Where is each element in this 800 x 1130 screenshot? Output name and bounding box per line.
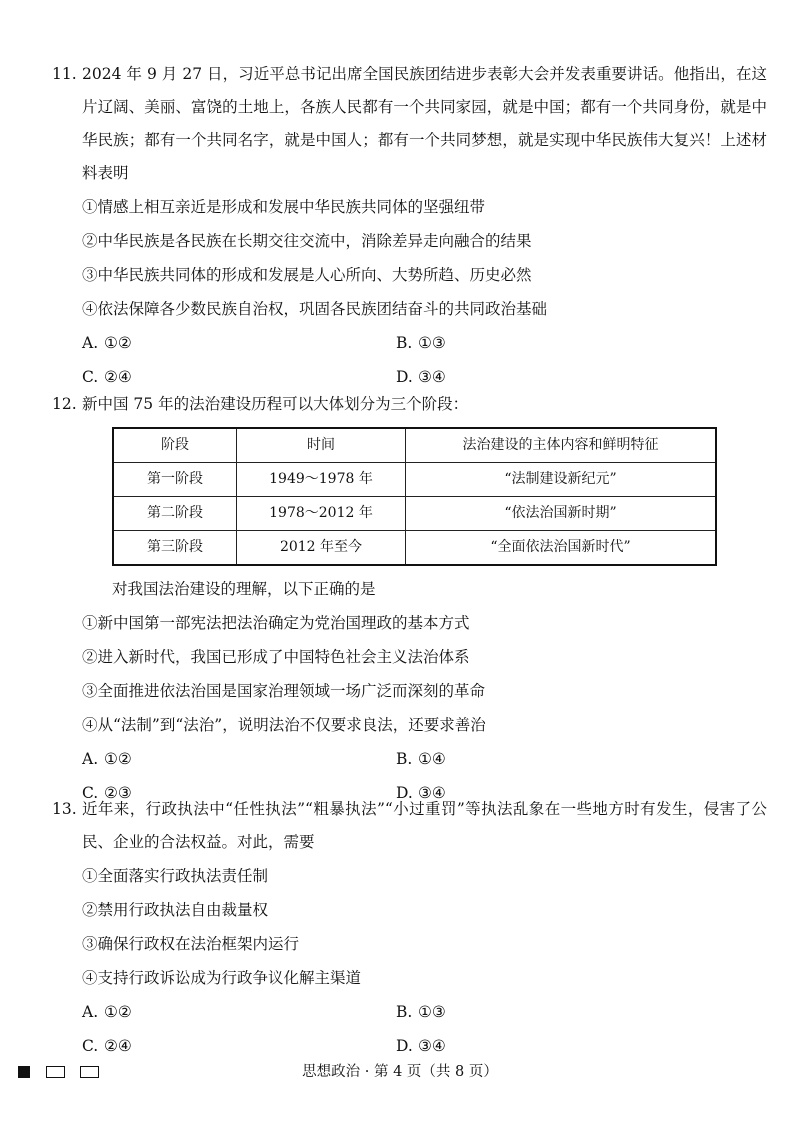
statement-2: ②禁用行政执法自由裁量权 xyxy=(82,901,269,919)
table-header-row xyxy=(113,428,716,463)
statement-1: ①情感上相互亲近是形成和发展中华民族共同体的坚强纽带 xyxy=(82,198,486,216)
page-number: 思想政治 · 第 4 页（共 8 页） xyxy=(302,1064,498,1080)
choice-b[interactable]: B. ①④ xyxy=(396,750,446,768)
question-stem: 新中国 75 年的法治建设历程可以大体划分为三个阶段： xyxy=(82,395,469,413)
choice-b[interactable]: B. ①③ xyxy=(396,1003,446,1021)
table-row xyxy=(113,497,716,531)
question-number: 11. xyxy=(52,65,77,83)
question-13 xyxy=(52,793,767,1063)
statement-4: ④从“法制”到“法治”，说明法治不仅要求良法，还要求善治 xyxy=(82,716,486,734)
table-cell: 1978～2012 年 xyxy=(237,497,406,531)
question-stem: 近年来，行政执法中“任性执法”“粗暴执法”“小过重罚”等执法乱象在一些地方时有发生，侵害了公民、企业的合法权益。对此，需要 xyxy=(82,800,767,851)
choice-c[interactable]: C. ②③ xyxy=(82,784,132,802)
page-footer xyxy=(0,1058,800,1088)
table-cell: “依法治国新时期” xyxy=(406,497,717,531)
statement-3: ③确保行政权在法治框架内运行 xyxy=(82,935,300,953)
table-cell: “法制建设新纪元” xyxy=(406,463,717,497)
table-header: 阶段 xyxy=(113,428,237,463)
choice-d[interactable]: D. ③④ xyxy=(396,368,446,386)
question-prompt: 对我国法治建设的理解，以下正确的是 xyxy=(112,580,376,598)
choice-a[interactable]: A. ①② xyxy=(82,1003,132,1021)
table-cell: 第一阶段 xyxy=(113,463,237,497)
question-number: 12. xyxy=(52,395,77,413)
choice-d[interactable]: D. ③④ xyxy=(396,1037,446,1055)
answer-choices xyxy=(82,995,767,1063)
choice-c[interactable]: C. ②④ xyxy=(82,1037,132,1055)
table-cell: 第二阶段 xyxy=(113,497,237,531)
choice-c[interactable]: C. ②④ xyxy=(82,368,132,386)
question-number: 13. xyxy=(52,800,77,818)
statement-4: ④依法保障各少数民族自治权，巩固各民族团结奋斗的共同政治基础 xyxy=(82,300,548,318)
choice-a[interactable]: A. ①② xyxy=(82,750,132,768)
statement-3: ③中华民族共同体的形成和发展是人心所向、大势所趋、历史必然 xyxy=(82,266,532,284)
statement-1: ①新中国第一部宪法把法治确定为党治国理政的基本方式 xyxy=(82,614,470,632)
choice-a[interactable]: A. ①② xyxy=(82,334,132,352)
question-12 xyxy=(52,388,767,810)
table-cell: 第三阶段 xyxy=(113,531,237,566)
answer-choices xyxy=(82,326,767,394)
table-cell: 2012 年至今 xyxy=(237,531,406,566)
table-cell: “全面依法治国新时代” xyxy=(406,531,717,566)
table-row xyxy=(113,531,716,566)
table-header: 法治建设的主体内容和鲜明特征 xyxy=(406,428,717,463)
choice-b[interactable]: B. ①③ xyxy=(396,334,446,352)
statement-4: ④支持行政诉讼成为行政争议化解主渠道 xyxy=(82,969,362,987)
statement-2: ②进入新时代，我国已形成了中国特色社会主义法治体系 xyxy=(82,648,470,666)
choice-d[interactable]: D. ③④ xyxy=(396,784,446,802)
question-stem: 2024 年 9 月 27 日，习近平总书记出席全国民族团结进步表彰大会并发表重要讲话。他指出，在这片辽阔、美丽、富饶的土地上，各族人民都有一个共同家园，就是中国；都有一个共同身份，就是中华民族；都有一个共同名字，就是中国人；都有一个共同梦想，就是实现中华民族伟大复兴！上述材料表明 xyxy=(82,65,767,182)
question-11 xyxy=(52,58,767,394)
law-stages-table xyxy=(112,427,717,566)
table-cell: 1949～1978 年 xyxy=(237,463,406,497)
statement-3: ③全面推进依法治国是国家治理领域一场广泛而深刻的革命 xyxy=(82,682,486,700)
table-row xyxy=(113,463,716,497)
statement-1: ①全面落实行政执法责任制 xyxy=(82,867,269,885)
statement-2: ②中华民族是各民族在长期交往交流中，消除差异走向融合的结果 xyxy=(82,232,532,250)
table-header: 时间 xyxy=(237,428,406,463)
